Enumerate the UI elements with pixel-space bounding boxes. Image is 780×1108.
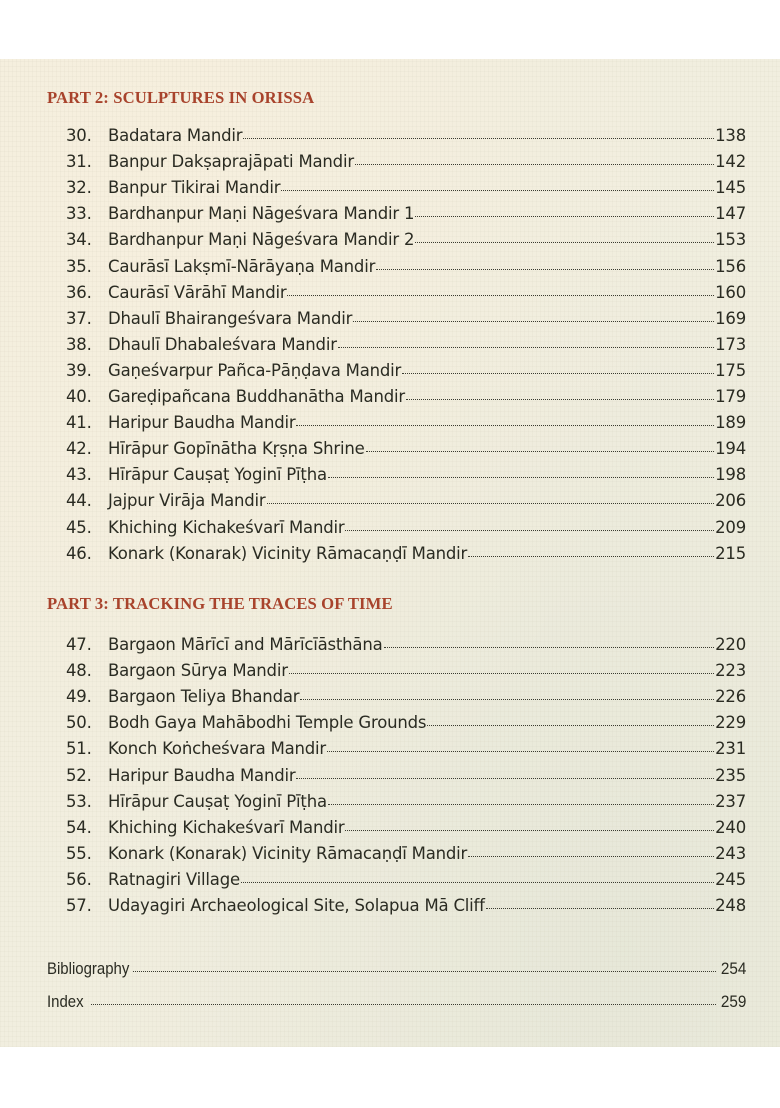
toc-entry[interactable] xyxy=(66,818,746,842)
dot-leader xyxy=(287,291,714,296)
entry-title: Konark (Konarak) Vicinity Rāmacaṇḍī Mandir xyxy=(108,543,468,563)
entry-title: Dhaulī Bhairangeśvara Mandir xyxy=(108,308,353,328)
entry-page-number: 206 xyxy=(715,491,746,511)
toc-entry[interactable] xyxy=(66,518,746,542)
entry-title: Bardhanpur Maṇi Nāgeśvara Mandir 1 xyxy=(108,204,415,224)
entry-title: Dhaulī Dhabaleśvara Mandir xyxy=(108,334,337,354)
toc-entry[interactable] xyxy=(66,361,746,385)
toc-entry[interactable] xyxy=(66,661,746,685)
entry-page-number: 138 xyxy=(715,126,746,145)
dot-leader xyxy=(328,473,714,478)
entry-title: Hīrāpur Cauṣaṭ Yoginī Pīṭha xyxy=(108,465,327,485)
dot-leader xyxy=(415,212,714,217)
toc-entry[interactable] xyxy=(66,635,746,659)
entry-title: Konch Koṅcheśvara Mandir xyxy=(108,739,327,759)
entry-page-number: 194 xyxy=(715,439,746,459)
entry-page-number: 220 xyxy=(715,635,746,654)
toc-entry[interactable] xyxy=(66,257,746,281)
toc-entry[interactable] xyxy=(66,178,746,202)
entry-title: Caurāsī Vārāhī Mandir xyxy=(108,282,287,302)
dot-leader xyxy=(468,552,714,557)
toc-entry[interactable] xyxy=(66,739,746,763)
dot-leader xyxy=(289,669,714,674)
dot-leader xyxy=(345,826,714,831)
entry-number: 49. xyxy=(66,687,92,707)
toc-entry[interactable] xyxy=(66,544,746,568)
entry-number: 34. xyxy=(66,230,92,250)
entry-page-number: 169 xyxy=(715,308,746,328)
entry-title: Ratnagiri Village xyxy=(108,869,240,889)
entry-title: Badatara Mandir xyxy=(108,126,243,145)
entry-page-number: 160 xyxy=(715,282,746,302)
entry-page-number: 209 xyxy=(715,517,746,537)
toc-entry[interactable] xyxy=(66,309,746,333)
entry-page-number: 142 xyxy=(715,152,746,172)
entry-title: Hīrāpur Cauṣaṭ Yoginī Pīṭha xyxy=(108,791,327,811)
toc-entry[interactable] xyxy=(66,792,746,816)
dot-leader xyxy=(353,317,714,322)
toc-entry[interactable] xyxy=(66,413,746,437)
toc-entry[interactable] xyxy=(66,387,746,411)
entry-number: 45. xyxy=(66,517,92,537)
part-2-heading: PART 2: SCULPTURES IN ORISSA xyxy=(47,88,315,107)
entry-number: 35. xyxy=(66,256,92,276)
toc-entry-index[interactable] xyxy=(47,992,746,1016)
entry-page-number: 223 xyxy=(715,661,746,681)
entry-number: 31. xyxy=(66,152,92,172)
entry-number: 42. xyxy=(66,439,92,459)
entry-page-number: 198 xyxy=(715,465,746,485)
dot-leader xyxy=(300,695,714,700)
entry-number: 36. xyxy=(66,282,92,302)
entry-number: 30. xyxy=(66,126,92,145)
entry-title: Banpur Tikirai Mandir xyxy=(108,178,281,198)
entry-title: Udayagiri Archaeological Site, Solapua Mā Cliff xyxy=(108,896,485,915)
entry-number: 40. xyxy=(66,387,92,406)
entry-number: 39. xyxy=(66,360,92,380)
toc-entry-bibliography[interactable] xyxy=(47,959,746,983)
dot-leader xyxy=(486,904,714,909)
entry-page-number: 153 xyxy=(715,230,746,250)
toc-entry[interactable] xyxy=(66,204,746,228)
dot-leader xyxy=(241,878,714,883)
dot-leader xyxy=(296,421,714,426)
entry-title: Index xyxy=(47,992,84,1011)
dot-leader xyxy=(355,160,714,165)
entry-title: Bardhanpur Maṇi Nāgeśvara Mandir 2 xyxy=(108,230,415,250)
toc-entry[interactable] xyxy=(66,152,746,176)
dot-leader xyxy=(267,499,715,504)
dot-leader xyxy=(133,967,716,972)
entry-page-number: 235 xyxy=(715,765,746,785)
entry-page-number: 254 xyxy=(720,959,746,978)
toc-entry[interactable] xyxy=(66,766,746,790)
dot-leader xyxy=(345,526,714,531)
entry-title: Banpur Dakṣaprajāpati Mandir xyxy=(108,152,354,172)
dot-leader xyxy=(296,774,714,779)
entry-number: 57. xyxy=(66,896,92,915)
toc-entry[interactable] xyxy=(66,335,746,359)
entry-title: Khiching Kichakeśvarī Mandir xyxy=(108,517,345,537)
entry-number: 54. xyxy=(66,817,92,837)
toc-entry[interactable] xyxy=(66,439,746,463)
entry-number: 32. xyxy=(66,178,92,198)
entry-title: Gaṇeśvarpur Pañca-Pāṇḍava Mandir xyxy=(108,360,402,380)
entry-title: Bibliography xyxy=(47,959,130,978)
entry-page-number: 179 xyxy=(715,387,746,406)
dot-leader xyxy=(402,369,714,374)
toc-entry[interactable] xyxy=(66,465,746,489)
entry-title: Hīrāpur Gopīnātha Kṛṣṇa Shrine xyxy=(108,439,365,459)
entry-number: 33. xyxy=(66,204,92,224)
entry-title: Khiching Kichakeśvarī Mandir xyxy=(108,817,345,837)
entry-number: 53. xyxy=(66,791,92,811)
dot-leader xyxy=(415,238,714,243)
dot-leader xyxy=(427,721,714,726)
toc-entry[interactable] xyxy=(66,896,746,920)
entry-page-number: 240 xyxy=(715,817,746,837)
toc-entry[interactable] xyxy=(66,230,746,254)
entry-title: Bargaon Mārīcī and Mārīcīāsthāna xyxy=(108,635,383,654)
toc-entry[interactable] xyxy=(66,844,746,868)
entry-number: 55. xyxy=(66,843,92,863)
entry-number: 56. xyxy=(66,869,92,889)
toc-entry[interactable] xyxy=(66,126,746,150)
entry-page-number: 175 xyxy=(715,360,746,380)
toc-entry[interactable] xyxy=(66,283,746,307)
entry-page-number: 145 xyxy=(715,178,746,198)
dot-leader xyxy=(281,186,714,191)
part-3-heading: PART 3: TRACKING THE TRACES OF TIME xyxy=(47,594,393,613)
dot-leader xyxy=(91,1000,716,1005)
dot-leader xyxy=(328,800,714,805)
entry-page-number: 231 xyxy=(715,739,746,759)
entry-title: Haripur Baudha Mandir xyxy=(108,765,296,785)
dot-leader xyxy=(327,747,714,752)
entry-number: 51. xyxy=(66,739,92,759)
entry-title: Haripur Baudha Mandir xyxy=(108,413,296,433)
entry-number: 46. xyxy=(66,543,92,563)
entry-page-number: 245 xyxy=(715,869,746,889)
entry-page-number: 215 xyxy=(715,543,746,563)
entry-title: Jajpur Virāja Mandir xyxy=(108,491,266,511)
dot-leader xyxy=(406,395,714,400)
entry-page-number: 229 xyxy=(715,713,746,733)
entry-number: 43. xyxy=(66,465,92,485)
toc-entry[interactable] xyxy=(66,687,746,711)
entry-page-number: 173 xyxy=(715,334,746,354)
entry-page-number: 156 xyxy=(715,256,746,276)
entry-number: 52. xyxy=(66,765,92,785)
entry-title: Bodh Gaya Mahābodhi Temple Grounds xyxy=(108,713,427,733)
toc-entry[interactable] xyxy=(66,713,746,737)
entry-number: 38. xyxy=(66,334,92,354)
entry-number: 44. xyxy=(66,491,92,511)
entry-page-number: 248 xyxy=(715,896,746,915)
entry-page-number: 243 xyxy=(715,843,746,863)
entry-page-number: 237 xyxy=(715,791,746,811)
entry-title: Bargaon Sūrya Mandir xyxy=(108,661,288,681)
dot-leader xyxy=(243,134,714,139)
dot-leader xyxy=(384,643,715,648)
entry-page-number: 226 xyxy=(715,687,746,707)
entry-page-number: 189 xyxy=(715,413,746,433)
entry-title: Caurāsī Lakṣmī-Nārāyaṇa Mandir xyxy=(108,256,376,276)
entry-title: Konark (Konarak) Vicinity Rāmacaṇḍī Mandir xyxy=(108,843,468,863)
entry-title: Gareḍipañcana Buddhanātha Mandir xyxy=(108,387,405,406)
dot-leader xyxy=(338,343,714,348)
entry-number: 41. xyxy=(66,413,92,433)
dot-leader xyxy=(468,852,714,857)
entry-number: 50. xyxy=(66,713,92,733)
toc-entry[interactable] xyxy=(66,491,746,515)
entry-page-number: 259 xyxy=(720,992,746,1011)
entry-number: 47. xyxy=(66,635,92,654)
entry-title: Bargaon Teliya Bhandar xyxy=(108,687,300,707)
dot-leader xyxy=(366,447,715,452)
entry-number: 48. xyxy=(66,661,92,681)
entry-page-number: 147 xyxy=(715,204,746,224)
dot-leader xyxy=(376,265,714,270)
entry-number: 37. xyxy=(66,308,92,328)
toc-entry[interactable] xyxy=(66,870,746,894)
toc-page xyxy=(0,59,780,1047)
